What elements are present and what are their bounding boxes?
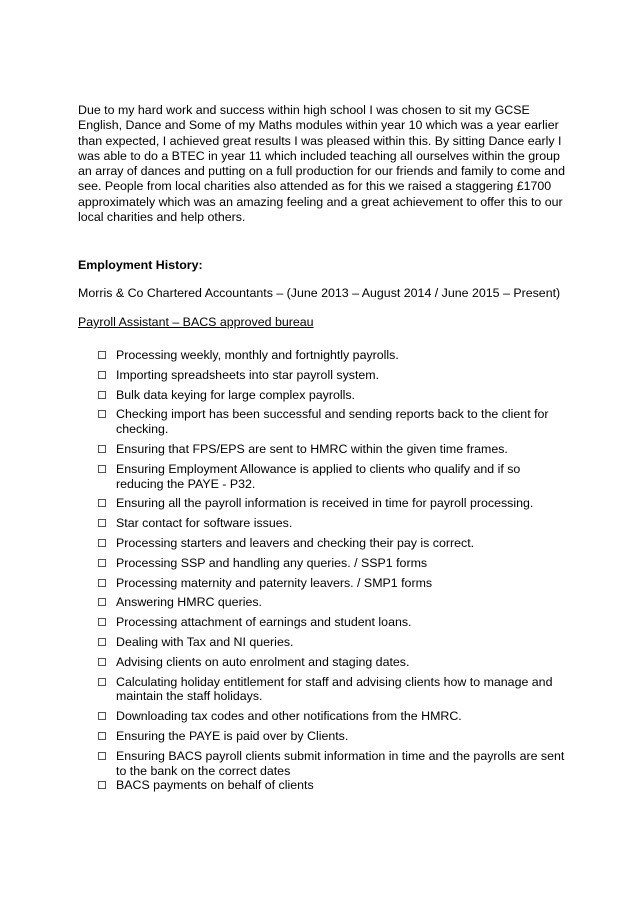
checkbox-bullet-icon	[98, 752, 106, 760]
checkbox-bullet-icon	[98, 410, 106, 418]
list-item: BACS payments on behalf of clients	[98, 778, 568, 793]
checkbox-bullet-icon	[98, 579, 106, 587]
list-item: Ensuring the PAYE is paid over by Clients.	[98, 729, 568, 744]
checkbox-bullet-icon	[98, 678, 106, 686]
list-item: Downloading tax codes and other notifications from the HMRC.	[98, 709, 568, 724]
employer-line: Morris & Co Chartered Accountants – (June 2013 – August 2014 / June 2015 – Present)	[78, 286, 561, 300]
list-item: Ensuring Employment Allowance is applied to clients who qualify and if so reducing the PAYE - P32.	[98, 462, 568, 492]
duties-list	[98, 348, 568, 793]
list-item: Processing weekly, monthly and fortnightly payrolls.	[98, 348, 568, 363]
list-item: Ensuring all the payroll information is received in time for payroll processing.	[98, 496, 568, 511]
list-item: Dealing with Tax and NI queries.	[98, 635, 568, 650]
intro-paragraph: Due to my hard work and success within high school I was chosen to sit my GCSE English, Dance and Some of my Maths modules within year 10 which was a year earlier than expected, I achieved great results I was pleased within this. By sitting Dance early I was able to do a BTEC in year 11 which included teaching all ourselves within the group an array of dances and putting on a full production for our friends and family to come and see. People from local charities also attended as for this we raised a staggering £1700 approximately which was an amazing feeling and a great achievement to offer this to our local charities and help others.	[78, 103, 565, 225]
checkbox-bullet-icon	[98, 499, 106, 507]
checkbox-bullet-icon	[98, 445, 106, 453]
list-item: Ensuring that FPS/EPS are sent to HMRC within the given time frames.	[98, 442, 568, 457]
list-item: Checking import has been successful and sending reports back to the client for checking.	[98, 407, 568, 437]
list-item: Ensuring BACS payroll clients submit information in time and the payrolls are sent to the bank on the correct dates	[98, 749, 568, 779]
list-item: Processing attachment of earnings and student loans.	[98, 615, 568, 630]
checkbox-bullet-icon	[98, 781, 106, 789]
list-item: Processing SSP and handling any queries. / SSP1 forms	[98, 556, 568, 571]
checkbox-bullet-icon	[98, 559, 106, 567]
list-item: Calculating holiday entitlement for staff and advising clients how to manage and maintain the staff holidays.	[98, 675, 568, 705]
checkbox-bullet-icon	[98, 658, 106, 666]
checkbox-bullet-icon	[98, 539, 106, 547]
job-role-title: Payroll Assistant – BACS approved bureau	[78, 315, 314, 329]
list-item: Importing spreadsheets into star payroll system.	[98, 368, 568, 383]
checkbox-bullet-icon	[98, 465, 106, 473]
checkbox-bullet-icon	[98, 712, 106, 720]
employment-history-heading: Employment History:	[78, 258, 203, 272]
checkbox-bullet-icon	[98, 391, 106, 399]
checkbox-bullet-icon	[98, 371, 106, 379]
checkbox-bullet-icon	[98, 732, 106, 740]
checkbox-bullet-icon	[98, 519, 106, 527]
checkbox-bullet-icon	[98, 638, 106, 646]
checkbox-bullet-icon	[98, 598, 106, 606]
checkbox-bullet-icon	[98, 351, 106, 359]
list-item: Processing starters and leavers and checking their pay is correct.	[98, 536, 568, 551]
checkbox-bullet-icon	[98, 618, 106, 626]
list-item: Processing maternity and paternity leavers. / SMP1 forms	[98, 576, 568, 591]
list-item: Answering HMRC queries.	[98, 595, 568, 610]
list-item: Bulk data keying for large complex payrolls.	[98, 388, 568, 403]
list-item: Advising clients on auto enrolment and staging dates.	[98, 655, 568, 670]
list-item: Star contact for software issues.	[98, 516, 568, 531]
